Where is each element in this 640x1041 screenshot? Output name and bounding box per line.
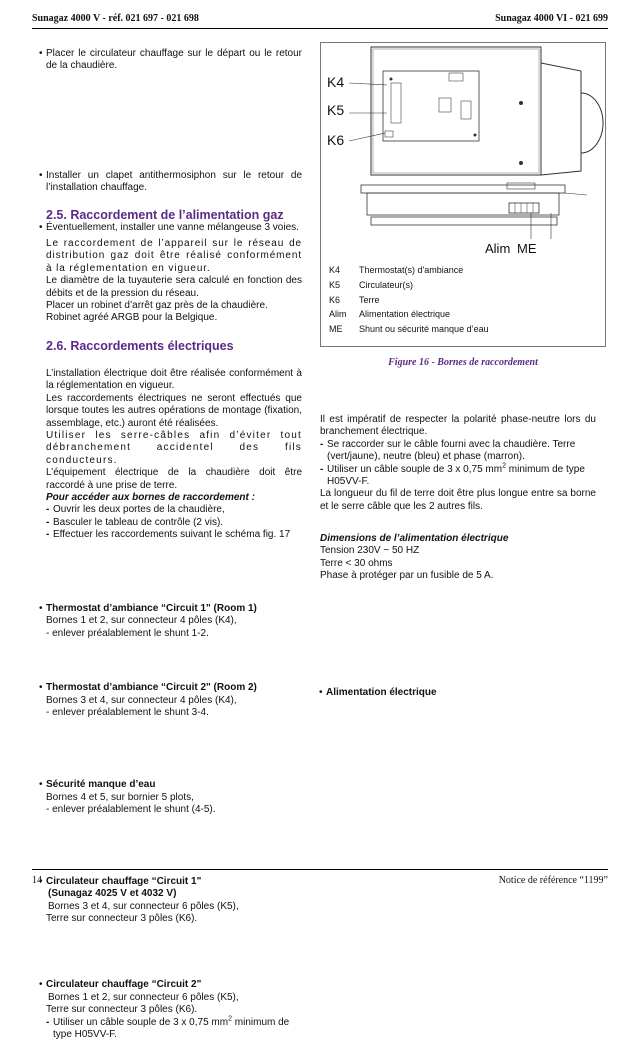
alimentation-text: Il est impératif de respecter la polarité phase-neutre lors du branchement électrique. - Se raccorder sur le câble fourni avec la chaudière. Terre (vert/jaune), neutre (bleu) et phase (marron). - Utiliser un câble souple de 3 x 0,75 $mm^2$ minimum de type H05VV-F. La longueur du fil de terre doit être plus longue entre sa borne et le serre câble que les 2 autres fils.: [320, 414, 596, 513]
figure-caption: Figure 16 - Bornes de raccordement: [388, 357, 538, 368]
section-2-6-title: 2.6. Raccordements électriques: [46, 339, 234, 353]
page-footer: [32, 869, 608, 886]
gaz-text: Le raccordement de l’appareil sur le réseau de distribution gaz doit être réalisé conformément à la réglementation en vigueur. Le diamètre de la tuyauterie sera calculé en fonction des débits et de la pression du réseau. Placer un robinet d’arrêt gaz près de la chaudière. Robinet agréé ARGB pour la Belgique.: [46, 238, 302, 324]
label-k4: K4: [327, 74, 345, 90]
circulateur-circuit-1: • Circulateur chauffage “Circuit 1" (Sunagaz 4025 V et 4032 V) Bornes 3 et 4, sur connecteur 6 pôles (K5), Terre sur connecteur 3 pôles (K6).: [46, 876, 302, 926]
label-k5: K5: [327, 102, 345, 118]
bullet-vanne: • Éventuellement, installer une vanne mélangeuse 3 voies.: [46, 222, 302, 234]
legend-row: ME Shunt ou sécurité manque d’eau: [329, 324, 489, 335]
label-k6: K6: [327, 132, 345, 148]
alimentation-electrique: • Alimentation électrique: [326, 687, 598, 699]
thermostat-circuit-1: • Thermostat d’ambiance “Circuit 1" (Room 1) Bornes 1 et 2, sur connecteur 4 pôles (K4), - enlever préalablement le shunt 1-2.: [46, 603, 302, 640]
electrical-text: L’installation électrique doit être réalisée conformément à la réglementation en vigueur. Les raccordements électriques ne seront effectués que lorsque toutes les autres opérations de montage (fixation, assemblage, etc.) auront été réalisées. Utiliser les serre-câbles afin d’éviter tout débranchement accidentel des fils conducteurs. L’équipement électrique de la chaudière doit être raccordé à une prise de terre. Pour accéder aux bornes de raccordement : - Ouvrir les deux portes de la chaudière, - Basculer le tableau de contrôle (2 vis). - Effectuer les raccordements suivant le schéma fig. 17: [46, 368, 302, 542]
label-me: ME: [517, 241, 537, 256]
securite-manque-eau: • Sécurité manque d’eau Bornes 4 et 5, sur bornier 5 plots, - enlever préalablement le shunt (4-5).: [46, 779, 302, 816]
thermostat-circuit-2: • Thermostat d’ambiance “Circuit 2" (Room 2) Bornes 3 et 4, sur connecteur 4 pôles (K4), - enlever préalablement le shunt 3-4.: [46, 682, 302, 719]
figure-16-box: [320, 42, 606, 347]
legend-row: Alim Alimentation électrique: [329, 309, 451, 320]
bullet-clapet: • Installer un clapet antithermosiphon sur le retour de l’installation chauffage.: [46, 170, 302, 195]
legend-row: K5 Circulateur(s): [329, 279, 414, 290]
header-right: Sunagaz 4000 VI - 021 699: [495, 13, 608, 24]
bullet-circulateur: • Placer le circulateur chauffage sur le départ ou le retour de la chaudière.: [46, 48, 302, 73]
page-header: [32, 10, 608, 29]
label-alim: Alim: [485, 241, 511, 256]
legend-row: K6 Terre: [329, 294, 380, 305]
page-number: 14: [32, 875, 42, 886]
legend-row: K4 Thermostat(s) d'ambiance: [329, 265, 464, 275]
circulateur-circuit-2: • Circulateur chauffage “Circuit 2" Bornes 1 et 2, sur connecteur 6 pôles (K5), Terre sur connecteur 3 pôles (K6). - Utiliser un câble souple de 3 x 0,75 $mm^2$ minimum de type H05VV-F.: [46, 979, 302, 1041]
figure-legend: [329, 263, 489, 337]
dimensions-alimentation: Dimensions de l’alimentation électrique Tension 230V ~ 50 HZ Terre < 30 ohms Phase à protéger par un fusible de 5 A.: [320, 533, 509, 582]
footer-title: Notice de référence “1199”: [498, 875, 608, 886]
connection-board-diagram: [321, 43, 605, 258]
header-left: Sunagaz 4000 V - réf. 021 697 - 021 698: [32, 13, 199, 24]
section-2-5-title: 2.5. Raccordement de l’alimentation gaz: [46, 208, 284, 222]
